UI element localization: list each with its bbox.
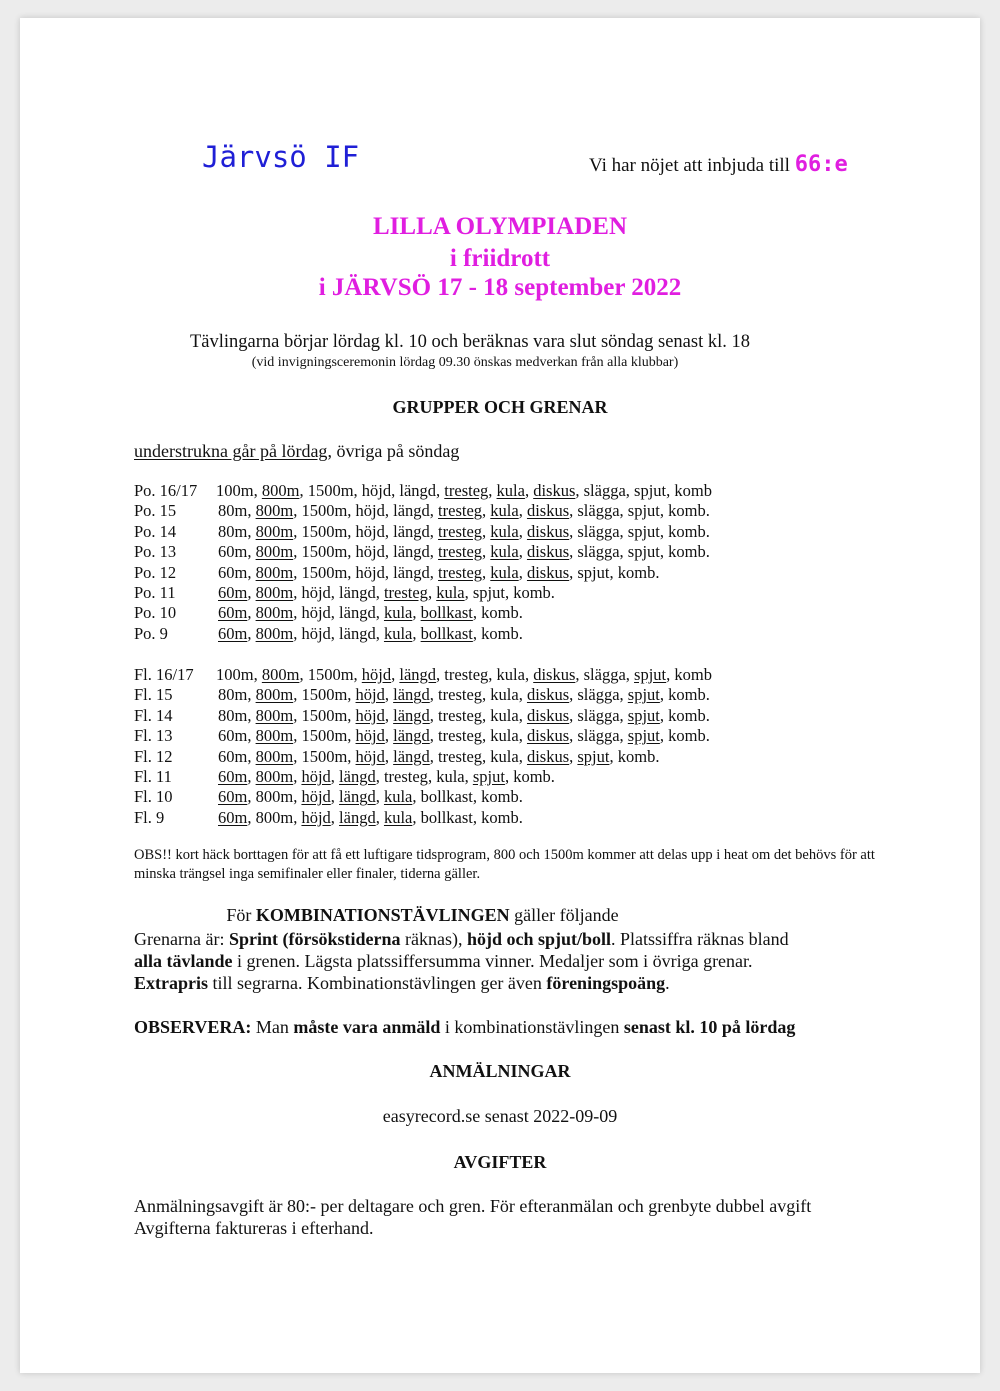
- event-name: 1500m: [301, 746, 348, 766]
- event-name: komb.: [481, 603, 523, 623]
- group-events: 100m, 800m, 1500m, höjd, längd, tresteg, kula, diskus, slägga, spjut, komb: [216, 481, 712, 500]
- event-name: diskus: [526, 685, 570, 705]
- legend-rest: , övriga på söndag: [327, 441, 460, 461]
- event-name: 800m: [255, 726, 294, 746]
- group-events: 60m, 800m, 1500m, höjd, längd, tresteg, kula, diskus, spjut, komb.: [218, 562, 660, 582]
- bold-text: föreningspoäng: [546, 973, 666, 993]
- event-name: diskus: [526, 521, 570, 541]
- event-name: höjd: [301, 623, 331, 643]
- group-class: Po. 10: [134, 603, 177, 623]
- event-name: längd: [399, 481, 437, 500]
- event-name: tresteg: [438, 746, 483, 766]
- event-name: höjd: [355, 726, 385, 746]
- event-name: komb.: [481, 787, 523, 807]
- group-events: 60m, 800m, 1500m, höjd, längd, tresteg, kula, diskus, slägga, spjut, komb.: [218, 726, 710, 746]
- event-name: tresteg: [438, 501, 483, 521]
- event-name: kula: [490, 685, 519, 705]
- group-class: Po. 12: [134, 562, 177, 582]
- event-name: kula: [436, 583, 465, 602]
- event-name: 80m: [218, 705, 248, 725]
- text: Grenarna är:: [134, 929, 229, 949]
- event-name: höjd: [355, 746, 385, 766]
- event-name: diskus: [526, 726, 570, 746]
- text: För: [226, 905, 256, 925]
- invite-text: Vi har nöjet att inbjuda till: [589, 155, 790, 176]
- event-name: längd: [339, 623, 376, 643]
- event-name: 800m: [255, 807, 294, 827]
- event-name: tresteg: [438, 705, 483, 725]
- event-name: tresteg: [444, 481, 489, 500]
- event-subtitle: i friidrott: [449, 245, 551, 272]
- event-name: slägga: [577, 542, 620, 562]
- bold-text: Sprint (försökstiderna: [228, 929, 401, 949]
- bold-text: senast kl. 10 på lördag: [623, 1017, 796, 1037]
- event-name: 800m: [255, 685, 294, 705]
- event-name: 800m: [255, 562, 294, 582]
- text: räknas),: [400, 929, 467, 949]
- group-class: Fl. 13: [134, 726, 173, 746]
- event-name: komb.: [617, 746, 660, 766]
- group-events: 60m, 800m, höjd, längd, kula, bollkast, komb.: [218, 623, 523, 643]
- group-class: Fl. 9: [134, 807, 165, 827]
- group-events: 60m, 800m, 1500m, höjd, längd, tresteg, kula, diskus, slägga, spjut, komb.: [218, 542, 710, 562]
- text: Man: [251, 1017, 294, 1037]
- event-name: 60m: [218, 562, 248, 582]
- event-name: 1500m: [301, 521, 348, 541]
- event-name: slägga: [577, 501, 620, 521]
- event-name: 60m: [218, 787, 248, 807]
- event-name: spjut: [627, 726, 660, 746]
- event-name: slägga: [583, 481, 626, 500]
- event-name: höjd: [361, 665, 392, 684]
- event-name: komb.: [668, 501, 710, 521]
- event-name: bollkast: [420, 623, 473, 643]
- event-name: diskus: [526, 746, 570, 766]
- group-class: Po. 13: [134, 542, 177, 562]
- event-name: kula: [490, 562, 519, 582]
- group-events: 60m, 800m, höjd, längd, kula, bollkast, komb.: [218, 603, 523, 623]
- text: gäller följande: [509, 905, 619, 925]
- kombination-line-3: [134, 973, 670, 994]
- event-name: bollkast: [420, 787, 473, 807]
- event-name: kula: [383, 807, 413, 827]
- bold-text: Extrapris: [134, 973, 208, 993]
- text: i grenen. Lägsta platssiffersumma vinner. Medaljer som i övriga grenar.: [232, 951, 753, 971]
- event-name: komb: [674, 481, 712, 500]
- event-name: 100m: [216, 665, 254, 684]
- event-name: 60m: [218, 542, 248, 562]
- event-name: komb.: [513, 583, 555, 602]
- event-name: kula: [496, 481, 525, 500]
- event-name: längd: [393, 521, 430, 541]
- event-name: 1500m: [301, 685, 348, 705]
- event-name: spjut: [472, 767, 505, 786]
- invite-line: [589, 152, 848, 177]
- text: . Platssiffra räknas bland: [611, 929, 789, 949]
- avgifter-heading: AVGIFTER: [453, 1152, 547, 1172]
- group-class: Fl. 14: [134, 705, 173, 725]
- event-name: längd: [339, 787, 376, 807]
- event-name: diskus: [526, 705, 570, 725]
- event-name: 1500m: [301, 562, 348, 582]
- group-class: Po. 16/17: [134, 481, 198, 500]
- group-class: Po. 9: [134, 623, 168, 643]
- event-name: 800m: [255, 501, 294, 521]
- event-name: komb.: [668, 685, 710, 705]
- event-name: spjut: [627, 685, 660, 705]
- event-name: spjut: [627, 705, 660, 725]
- club-name: Järvsö IF: [202, 140, 360, 174]
- event-name: 80m: [218, 685, 248, 705]
- event-name: komb.: [668, 726, 710, 746]
- kombination-label: KOMBINATIONSTÄVLINGEN: [255, 905, 510, 925]
- event-name: slägga: [577, 685, 620, 705]
- event-name: höjd: [361, 481, 392, 500]
- event-name: tresteg: [438, 521, 483, 541]
- event-name: komb.: [617, 562, 660, 582]
- event-name: 800m: [255, 583, 294, 602]
- group-events: 100m, 800m, 1500m, höjd, längd, tresteg, kula, diskus, slägga, spjut, komb: [216, 665, 712, 684]
- event-name: spjut: [577, 746, 610, 766]
- observera-label: OBSERVERA:: [134, 1017, 252, 1037]
- event-name: längd: [393, 726, 430, 746]
- event-name: diskus: [526, 542, 570, 562]
- event-name: komb.: [513, 767, 555, 786]
- event-name: 800m: [255, 542, 294, 562]
- event-name: höjd: [301, 767, 331, 786]
- event-name: 60m: [218, 623, 248, 643]
- event-name: längd: [393, 542, 430, 562]
- event-name: 800m: [261, 481, 300, 500]
- event-name: höjd: [355, 685, 385, 705]
- bold-text: måste vara anmäld: [293, 1017, 441, 1037]
- group-class: Po. 11: [134, 583, 176, 602]
- group-class: Fl. 10: [134, 787, 173, 807]
- event-name: kula: [490, 746, 519, 766]
- event-name: slägga: [577, 705, 620, 725]
- event-name: 1500m: [301, 726, 348, 746]
- event-name: kula: [490, 521, 519, 541]
- event-name: 1500m: [301, 705, 348, 725]
- event-name: längd: [339, 767, 376, 786]
- event-name: längd: [339, 807, 376, 827]
- obs-note: OBS!! kort häck borttagen för att få ett luftigare tidsprogram, 800 och 1500m kommer att delas upp i heat om det behövs för att minska trängsel inga semifinaler eller finaler, tiderna gäller.: [134, 847, 875, 882]
- kombination-line-2: [134, 951, 753, 972]
- event-name: spjut: [634, 665, 667, 684]
- kombination-intro: [0, 905, 845, 926]
- event-name: längd: [393, 705, 430, 725]
- event-name: spjut: [627, 501, 660, 521]
- event-name: 60m: [218, 603, 248, 623]
- event-name: komb.: [481, 623, 523, 643]
- event-name: komb.: [668, 542, 710, 562]
- group-events: 60m, 800m, höjd, längd, tresteg, kula, spjut, komb.: [218, 583, 555, 602]
- group-events: 60m, 800m, höjd, längd, kula, bollkast, komb.: [218, 787, 523, 807]
- edition-number: 66:e: [794, 152, 848, 177]
- event-name: tresteg: [383, 583, 428, 602]
- event-name: diskus: [533, 665, 576, 684]
- event-name: diskus: [526, 501, 570, 521]
- event-name: kula: [490, 542, 519, 562]
- event-name: kula: [383, 787, 413, 807]
- observera-line: [134, 1017, 795, 1038]
- event-name: kula: [490, 501, 519, 521]
- ceremony-info: (vid invigningsceremonin lördag 09.30 önskas medverkan från alla klubbar): [251, 355, 679, 370]
- event-name: komb: [674, 665, 712, 684]
- event-name: tresteg: [383, 767, 428, 786]
- event-name: tresteg: [438, 562, 483, 582]
- event-name: tresteg: [444, 665, 489, 684]
- event-name: spjut: [634, 481, 667, 500]
- group-class: Po. 14: [134, 521, 177, 541]
- anmalningar-text: easyrecord.se senast 2022-09-09: [382, 1106, 618, 1126]
- event-name: 1500m: [307, 481, 354, 500]
- text: .: [665, 973, 670, 993]
- event-name: 1500m: [301, 501, 348, 521]
- event-name: tresteg: [438, 685, 483, 705]
- event-name: slägga: [577, 521, 620, 541]
- event-name: höjd: [301, 807, 331, 827]
- event-name: 60m: [218, 807, 248, 827]
- event-name: 800m: [255, 705, 294, 725]
- event-name: spjut: [577, 562, 610, 582]
- event-name: 800m: [261, 665, 300, 684]
- start-info: Tävlingarna börjar lördag kl. 10 och beräknas vara slut söndag senast kl. 18: [190, 332, 750, 352]
- group-class: Po. 15: [134, 501, 177, 521]
- event-name: höjd: [355, 705, 385, 725]
- group-class: Fl. 12: [134, 746, 173, 766]
- groups-heading: GRUPPER OCH GRENAR: [392, 397, 608, 417]
- event-name: bollkast: [420, 807, 473, 827]
- bold-text: alla tävlande: [134, 951, 233, 971]
- event-name: 60m: [218, 583, 248, 602]
- group-class: Fl. 11: [134, 767, 172, 786]
- avgifter-line-2: Avgifterna faktureras i efterhand.: [134, 1218, 374, 1238]
- event-name: 800m: [255, 623, 294, 643]
- event-name: höjd: [355, 521, 385, 541]
- event-name: tresteg: [438, 542, 483, 562]
- event-name: 80m: [218, 501, 248, 521]
- text: i kombinationstävlingen: [440, 1017, 624, 1037]
- event-name: längd: [393, 685, 430, 705]
- group-events: 60m, 800m, höjd, längd, tresteg, kula, spjut, komb.: [218, 767, 555, 786]
- event-name: längd: [339, 583, 376, 602]
- event-name: 100m: [216, 481, 254, 500]
- event-name: 60m: [218, 767, 248, 786]
- group-events: 60m, 800m, höjd, längd, kula, bollkast, komb.: [218, 807, 523, 827]
- event-name: bollkast: [420, 603, 473, 623]
- event-name: komb.: [668, 521, 710, 541]
- event-name: kula: [496, 665, 525, 684]
- event-name: komb.: [668, 705, 710, 725]
- event-name: höjd: [301, 583, 331, 602]
- event-name: höjd: [301, 787, 331, 807]
- event-name: diskus: [533, 481, 576, 500]
- event-name: slägga: [583, 665, 626, 684]
- anmalningar-heading: ANMÄLNINGAR: [429, 1061, 571, 1081]
- group-events: 60m, 800m, 1500m, höjd, längd, tresteg, kula, diskus, spjut, komb.: [218, 746, 660, 766]
- event-name: höjd: [355, 542, 385, 562]
- group-events: 80m, 800m, 1500m, höjd, längd, tresteg, kula, diskus, slägga, spjut, komb.: [218, 521, 710, 541]
- event-name: längd: [393, 562, 430, 582]
- group-class: Fl. 15: [134, 685, 173, 705]
- event-name: höjd: [355, 501, 385, 521]
- group-events: 80m, 800m, 1500m, höjd, längd, tresteg, kula, diskus, slägga, spjut, komb.: [218, 685, 710, 705]
- group-events: 80m, 800m, 1500m, höjd, längd, tresteg, kula, diskus, slägga, spjut, komb.: [218, 501, 710, 521]
- event-name: kula: [490, 726, 519, 746]
- event-name: kula: [383, 623, 413, 643]
- avgifter-line-1: Anmälningsavgift är 80:- per deltagare och gren. För efteranmälan och grenbyte dubbel avgift: [134, 1196, 812, 1216]
- event-name: 800m: [255, 767, 294, 786]
- event-name: längd: [399, 665, 437, 684]
- text: till segrarna. Kombinationstävlingen ger även: [208, 973, 547, 993]
- event-name: 1500m: [301, 542, 348, 562]
- event-name: slägga: [577, 726, 620, 746]
- event-name: 800m: [255, 603, 294, 623]
- event-name: längd: [339, 603, 376, 623]
- event-name: höjd: [355, 562, 385, 582]
- event-name: 800m: [255, 521, 294, 541]
- event-name: tresteg: [438, 726, 483, 746]
- legend-underlined: understrukna går på lördag: [134, 441, 328, 461]
- event-title: LILLA OLYMPIADEN: [373, 213, 627, 240]
- event-name: höjd: [301, 603, 331, 623]
- event-name: 800m: [255, 787, 294, 807]
- event-name: kula: [490, 705, 519, 725]
- event-name: komb.: [481, 807, 523, 827]
- event-name: spjut: [627, 542, 660, 562]
- event-name: diskus: [526, 562, 570, 582]
- event-name: spjut: [627, 521, 660, 541]
- legend: [134, 441, 459, 462]
- group-class: Fl. 16/17: [134, 665, 194, 684]
- event-name: längd: [393, 746, 430, 766]
- event-name: längd: [393, 501, 430, 521]
- event-name: 1500m: [307, 665, 354, 684]
- group-events: 80m, 800m, 1500m, höjd, längd, tresteg, kula, diskus, slägga, spjut, komb.: [218, 705, 710, 725]
- bold-text: höjd och spjut/boll: [466, 929, 611, 949]
- kombination-line-1: [134, 929, 789, 950]
- event-name: spjut: [472, 583, 505, 602]
- event-place-date: i JÄRVSÖ 17 - 18 september 2022: [318, 274, 682, 301]
- event-name: kula: [383, 603, 413, 623]
- event-name: 60m: [218, 726, 248, 746]
- event-name: 60m: [218, 746, 248, 766]
- event-name: kula: [436, 767, 465, 786]
- event-name: 80m: [218, 521, 248, 541]
- event-name: 800m: [255, 746, 294, 766]
